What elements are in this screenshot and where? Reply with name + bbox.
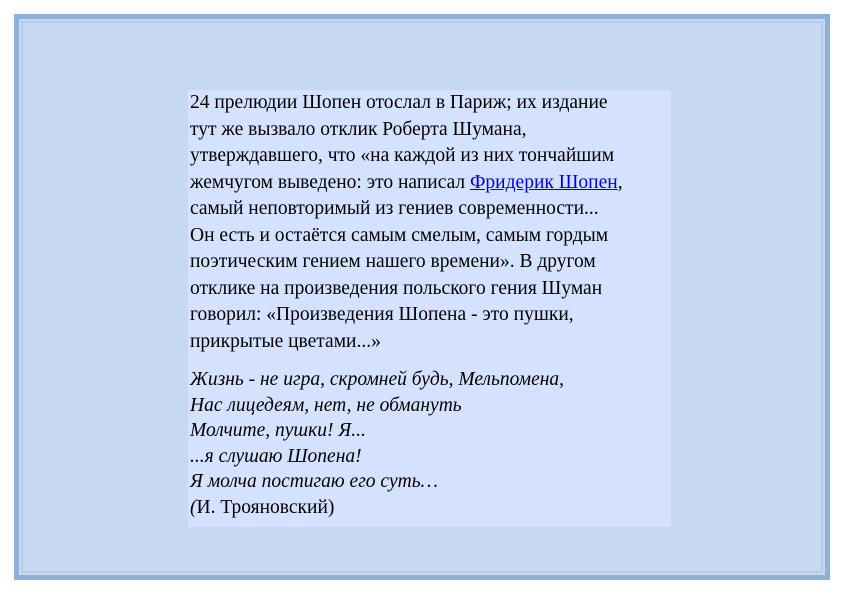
chopin-link[interactable]: Фридерик Шопен [470,171,618,193]
prose-text: жемчугом выведено: это написал [190,171,471,193]
prose-line: утверждавшего, что «на каждой из них тончайшим [190,145,615,166]
poem-line: ...я слушаю Шопена! [190,445,362,467]
prose-line: тут же вызвало отклик Роберта Шумана, [190,118,527,140]
prose-text: , [617,171,623,193]
poem-author [190,495,564,521]
prose-line: говорил: «Произведения Шопена - это пушки, [190,304,574,325]
prose-line-with-link [190,170,671,197]
prose-line: Он есть и остаётся самым смелым, самым гордым [190,224,609,246]
slide-frame [14,14,830,580]
poem-line: Я молча постигаю его суть… [190,471,438,492]
poem-line: Жизнь - не игра, скромней будь, Мельпомена, [190,369,565,390]
poem-line: Нас лицедеям, нет, не обмануть [190,394,462,416]
prose-line: прикрытые цветами...» [190,330,381,352]
author-paren: ( [190,496,197,518]
prose-paragraph [190,90,671,355]
prose-line: поэтическим гением нашего времени». В другом [190,251,596,272]
poem-line: Молчите, пушки! Я... [190,420,366,441]
prose-line: 24 прелюдии Шопен отослал в Париж; их издание [190,92,608,113]
prose-line: самый неповторимый из гениев современности... [190,198,599,219]
prose-line: отклике на произведения польского гения Шуман [190,277,603,299]
poem-block [190,367,564,520]
author-name: И. Трояновский) [196,496,335,518]
text-box [188,90,671,527]
